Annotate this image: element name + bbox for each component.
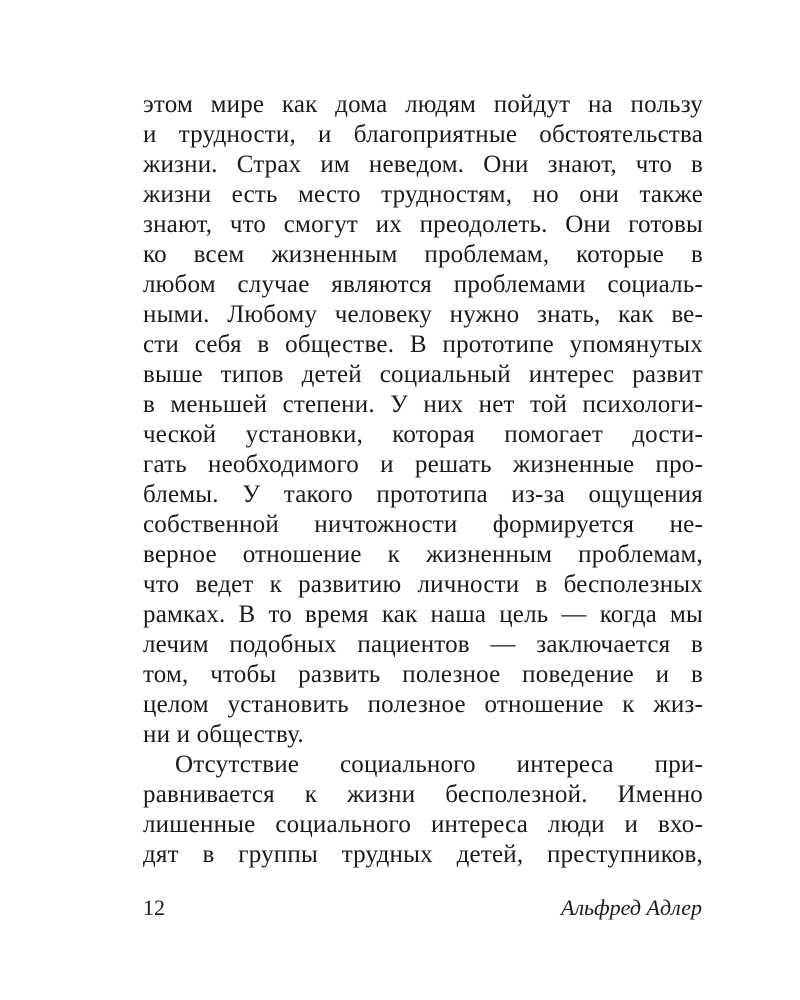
page-number: 12: [143, 895, 165, 920]
text-line: блемы. У такого прототипа из-за ощущения: [143, 481, 703, 508]
text-line: жизни. Страх им неведом. Они знают, что в: [143, 151, 703, 178]
text-line: сти себя в обществе. В прототипе упомянутых: [143, 331, 703, 358]
text-line: равнивается к жизни бесполезной. Именно: [143, 781, 703, 808]
text-line: Отсутствие социального интереса при-: [175, 751, 703, 778]
text-line: ко всем жизненным проблемам, которые в: [143, 241, 703, 268]
running-footer-author: Альфред Адлер: [561, 895, 702, 920]
text-line: ни и обществу.: [143, 721, 304, 748]
text-line: верное отношение к жизненным проблемам,: [143, 541, 703, 568]
text-line: этом мире как дома людям пойдут на пользу: [143, 91, 703, 118]
text-line: жизни есть место трудностям, но они также: [143, 181, 703, 208]
text-line: ными. Любому человеку нужно знать, как ве-: [143, 301, 703, 328]
text-line: гать необходимого и решать жизненные про-: [143, 451, 703, 478]
text-line: собственной ничтожности формируется не-: [143, 511, 703, 538]
text-line: целом установить полезное отношение к жиз-: [143, 691, 703, 718]
text-line: том, чтобы развить полезное поведение и в: [143, 661, 703, 688]
text-line: знают, что смогут их преодолеть. Они готовы: [143, 211, 703, 238]
text-line: дят в группы трудных детей, преступников,: [143, 841, 703, 868]
body-text: [143, 90, 703, 870]
text-line: что ведет к развитию личности в бесполезных: [143, 571, 703, 598]
text-line: ческой установки, которая помогает дости-: [143, 421, 703, 448]
text-line: и трудности, и благоприятные обстоятельства: [143, 121, 703, 148]
text-line: рамках. В то время как наша цель — когда мы: [143, 601, 703, 628]
text-line: лечим подобных пациентов — заключается в: [143, 631, 703, 658]
text-line: любом случае являются проблемами социаль-: [143, 271, 703, 298]
text-line: выше типов детей социальный интерес развит: [143, 361, 703, 388]
text-line: лишенные социального интереса люди и вхо-: [143, 811, 703, 838]
text-line: в меньшей степени. У них нет той психологи-: [143, 391, 703, 418]
